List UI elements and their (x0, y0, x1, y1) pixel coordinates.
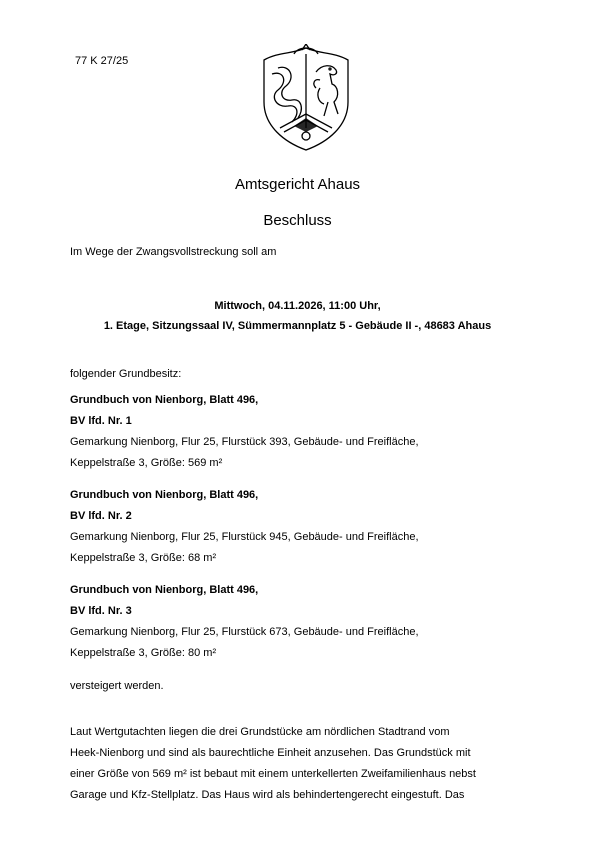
parcel-register: Grundbuch von Nienborg, Blatt 496, (70, 394, 259, 406)
document-title: Beschluss (263, 212, 332, 229)
coat-of-arms-icon (258, 44, 354, 154)
appointment-location: 1. Etage, Sitzungssaal IV, Sümmermannplatz 5 - Gebäude II -, 48683 Ahaus (103, 320, 492, 332)
parcel-entry (70, 390, 540, 474)
appointment-date: Mittwoch, 04.11.2026, 11:00 Uhr, (214, 300, 381, 312)
closing-text: versteigert werden. (70, 680, 164, 692)
lead-text: folgender Grundbesitz: (70, 368, 182, 380)
parcel-line2: Keppelstraße 3, Größe: 80 m² (70, 647, 217, 659)
parcel-line2: Keppelstraße 3, Größe: 569 m² (70, 457, 223, 469)
appointment-block (0, 296, 595, 336)
parcel-register: Grundbuch von Nienborg, Blatt 496, (70, 489, 259, 501)
parcel-register: Grundbuch von Nienborg, Blatt 496, (70, 584, 259, 596)
description-paragraph (70, 722, 530, 806)
parcel-line1: Gemarkung Nienborg, Flur 25, Flurstück 393, Gebäude- und Freifläche, (70, 436, 419, 448)
parcel-entry (70, 485, 540, 569)
intro-text: Im Wege der Zwangsvollstreckung soll am (70, 246, 277, 258)
court-name: Amtsgericht Ahaus (234, 176, 361, 193)
description-line: Laut Wertgutachten liegen die drei Grundstücke am nördlichen Stadtrand vom (70, 726, 450, 738)
parcel-number: BV lfd. Nr. 1 (70, 415, 132, 427)
description-line: Garage und Kfz-Stellplatz. Das Haus wird als behindertengerecht eingestuft. Das (70, 789, 465, 801)
parcel-number: BV lfd. Nr. 2 (70, 510, 132, 522)
parcel-number: BV lfd. Nr. 3 (70, 605, 132, 617)
parcel-entry (70, 580, 540, 664)
parcel-line1: Gemarkung Nienborg, Flur 25, Flurstück 673, Gebäude- und Freifläche, (70, 626, 419, 638)
case-number: 77 K 27/25 (75, 55, 129, 67)
parcel-line1: Gemarkung Nienborg, Flur 25, Flurstück 945, Gebäude- und Freifläche, (70, 531, 419, 543)
parcel-line2: Keppelstraße 3, Größe: 68 m² (70, 552, 217, 564)
description-line: Heek-Nienborg und sind als baurechtliche Einheit anzusehen. Das Grundstück mit (70, 747, 471, 759)
description-line: einer Größe von 569 m² ist bebaut mit einem unterkellerten Zweifamilienhaus nebst (70, 768, 476, 780)
